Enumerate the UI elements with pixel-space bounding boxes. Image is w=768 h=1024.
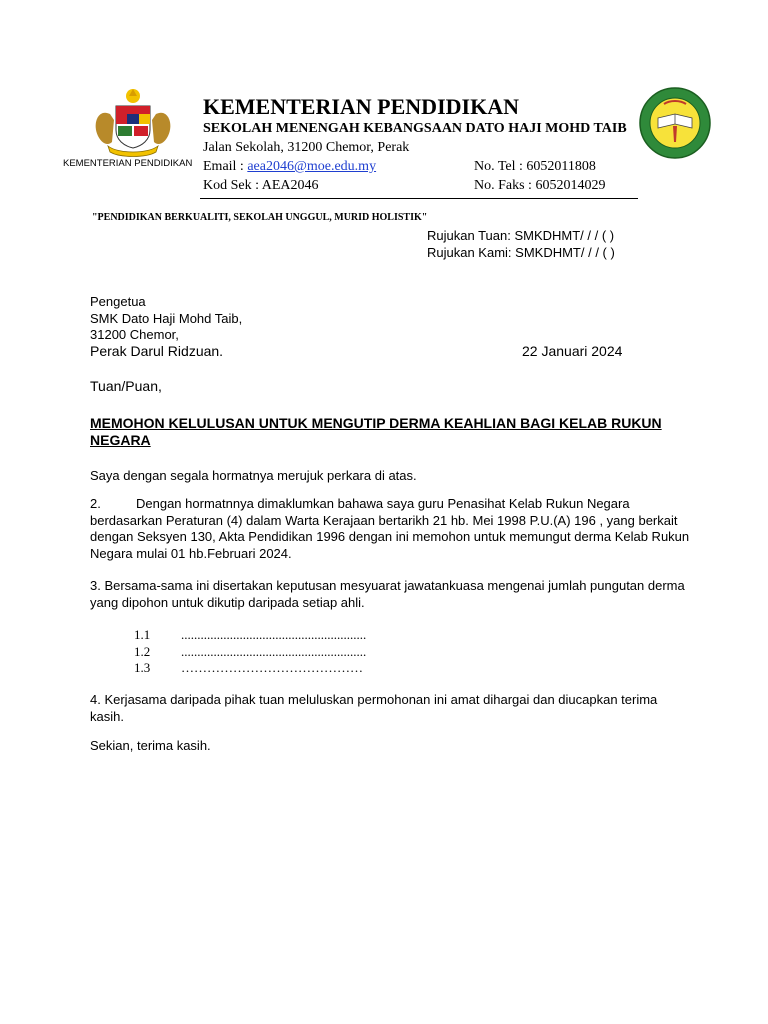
list-item-number: 1.2 (134, 644, 151, 659)
school-address: Jalan Sekolah, 31200 Chemor, Perak (203, 140, 410, 155)
list-item (134, 660, 363, 676)
recipient-line: Pengetua (90, 294, 146, 309)
ministry-title: KEMENTERIAN PENDIDIKAN (203, 94, 519, 119)
coat-of-arms-logo (88, 84, 178, 158)
header-divider (200, 198, 638, 199)
school-name: SEKOLAH MENENGAH KEBANGSAAN DATO HAJI MOHD TAIB (203, 121, 627, 136)
list-item (134, 644, 366, 660)
recipient-line: Perak Darul Ridzuan. (90, 343, 224, 359)
list-item-dots: ......................................................... (181, 644, 367, 659)
reference-tuan: Rujukan Tuan: SMKDHMT/ / / ( ) (427, 228, 615, 243)
letter-date: 22 Januari 2024 (522, 343, 623, 359)
letter-subject: MEMOHON KELULUSAN UNTUK MENGUTIP DERMA KEAHLIAN BAGI KELAB RUKUN NEGARA (90, 415, 662, 448)
email-link[interactable]: aea2046@moe.edu.my (247, 159, 377, 174)
school-crest-logo (638, 86, 712, 160)
salutation: Tuan/Puan, (90, 378, 162, 394)
school-motto: "PENDIDIKAN BERKUALITI, SEKOLAH UNGGUL, MURID HOLISTIK" (92, 212, 428, 223)
paragraph-2 (90, 496, 690, 562)
fax-number: No. Faks : 6052014029 (474, 178, 606, 193)
paragraph-2-text: Dengan hormatnnya dimaklumkan bahawa saya guru Penasihat Kelab Rukun Negara berdasarkan Peraturan (4) dalam Warta Kerajaan bertarikh 21 hb. Mei 1998 P.U.(A) 196 , yang berkait dengan Seksyen 130, Akta Pendidikan 1996 dengan ini memohon untuk memungut derma Kelab Rukun Negara mulai 01 hb.Februari 2024. (90, 496, 690, 561)
ministry-logo-caption: KEMENTERIAN PENDIDIKAN (63, 158, 193, 169)
paragraph-3: 3. Bersama-sama ini disertakan keputusan mesyuarat jawatankuasa mengenai jumlah pungutan derma yang dipohon untuk dikutip daripada setiap ahli. (90, 578, 685, 610)
list-item-number: 1.3 (134, 660, 151, 675)
recipient-line: 31200 Chemor, (90, 327, 179, 342)
list-item (134, 627, 366, 643)
recipient-line: SMK Dato Haji Mohd Taib, (90, 311, 243, 326)
email-line (203, 159, 376, 175)
list-item-dots: …………………………………… (181, 660, 363, 675)
list-item-dots: ......................................................... (181, 627, 367, 642)
paragraph-4: 4. Kerjasama daripada pihak tuan meluluskan permohonan ini amat dihargai dan diucapkan terima kasih. (90, 692, 658, 724)
intro-paragraph: Saya dengan segala hormatnya merujuk perkara di atas. (90, 468, 417, 483)
reference-kami: Rujukan Kami: SMKDHMT/ / / ( ) (427, 245, 615, 260)
telephone-number: No. Tel : 6052011808 (474, 159, 596, 174)
list-item-number: 1.1 (134, 627, 151, 642)
closing-line: Sekian, terima kasih. (90, 738, 211, 753)
school-code: Kod Sek : AEA2046 (203, 178, 319, 193)
paragraph-number: 2. (90, 496, 101, 511)
email-label: Email : (203, 159, 248, 174)
